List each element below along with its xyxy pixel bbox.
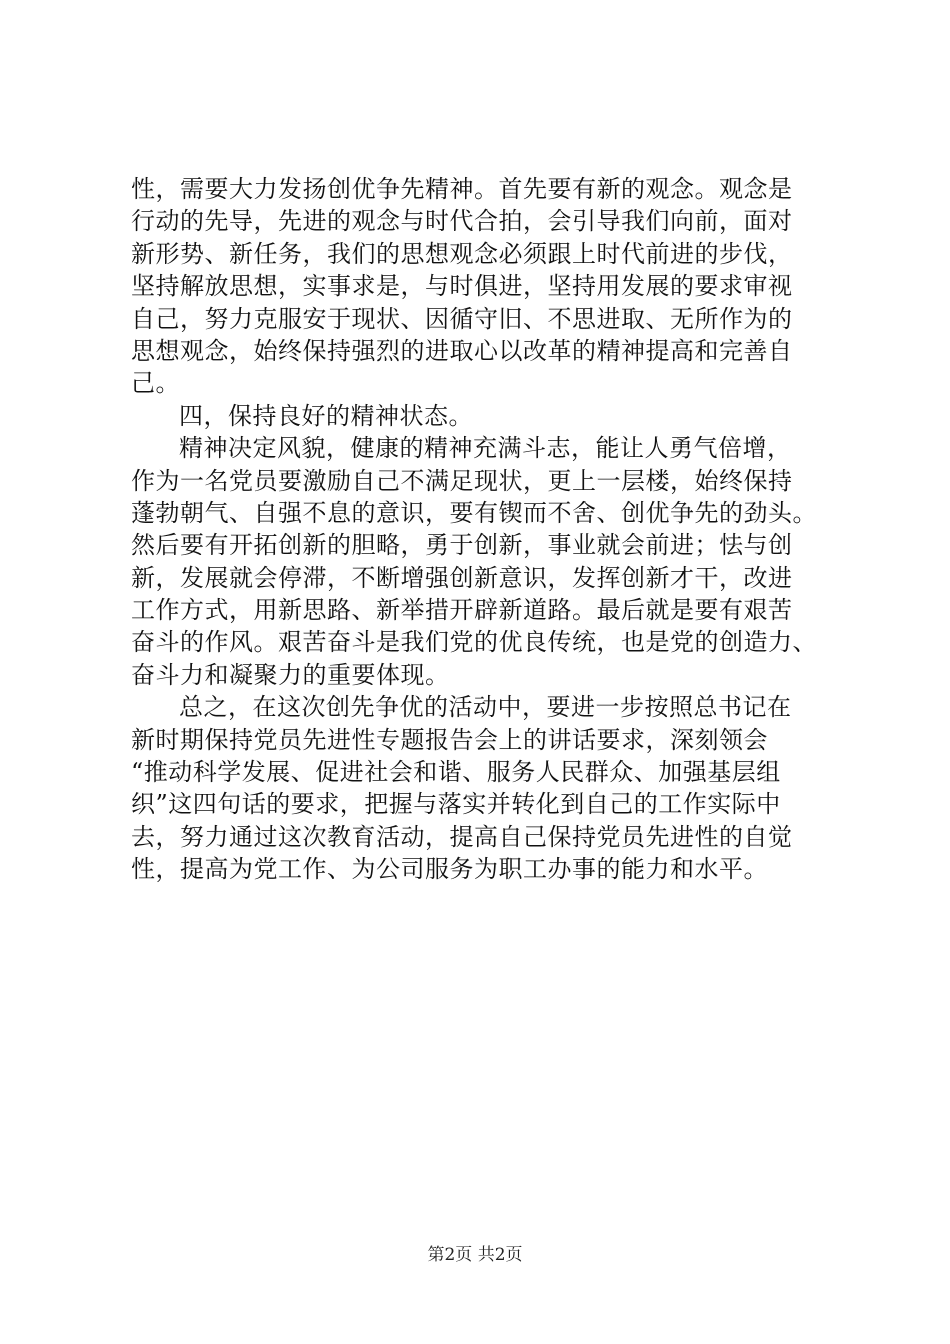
text-line: 精神决定风貌，健康的精神充满斗志，能让人勇气倍增， [179, 434, 792, 463]
text-line: 新，发展就会停滞，不断增强创新意识，发挥创新才干，改进 [131, 563, 793, 592]
text-line: 四，保持良好的精神状态。 [179, 401, 473, 430]
document-body [131, 173, 831, 886]
text-line: 奋斗的作风。艰苦奋斗是我们党的优良传统，也是党的创造力、 [131, 628, 817, 657]
text-line: 性，需要大力发扬创优争先精神。首先要有新的观念。观念是 [131, 175, 793, 203]
text-line: 蓬勃朝气、自强不息的意识，要有锲而不舍、创优争先的劲头。 [131, 498, 817, 527]
text-line: 新形势、新任务，我们的思想观念必须跟上时代前进的步伐， [131, 239, 793, 268]
text-line: 己。 [131, 369, 180, 398]
text-line: 自己，努力克服安于现状、因循守旧、不思进取、无所作为的 [131, 304, 793, 333]
page-footer: 第2页 共2页 [427, 1245, 523, 1265]
text-line: 工作方式，用新思路、新举措开辟新道路。最后就是要有艰苦 [131, 596, 793, 625]
text-line: 性，提高为党工作、为公司服务为职工办事的能力和水平。 [131, 855, 768, 884]
text-line: “推动科学发展、促进社会和谐、服务人民群众、加强基层组 [131, 758, 781, 787]
text-line: 新时期保持党员先进性专题报告会上的讲话要求，深刻领会 [131, 725, 768, 754]
text-line: 行动的先导，先进的观念与时代合拍，会引导我们向前，面对 [131, 207, 793, 236]
text-line: 思想观念，始终保持强烈的进取心以改革的精神提高和完善自 [131, 336, 793, 365]
text-line: 织”这四句话的要求，把握与落实并转化到自己的工作实际中 [131, 790, 781, 819]
text-line: 总之，在这次创先争优的活动中，要进一步按照总书记在 [179, 693, 792, 722]
text-line: 坚持解放思想，实事求是，与时俱进，坚持用发展的要求审视 [131, 272, 793, 301]
text-line: 然后要有开拓创新的胆略，勇于创新，事业就会前进；怯与创 [131, 531, 793, 560]
text-line: 作为一名党员要激励自己不满足现状，更上一层楼，始终保持 [131, 466, 793, 495]
text-line: 去，努力通过这次教育活动，提高自己保持党员先进性的自觉 [131, 822, 793, 851]
text-line: 奋斗力和凝聚力的重要体现。 [131, 660, 450, 689]
